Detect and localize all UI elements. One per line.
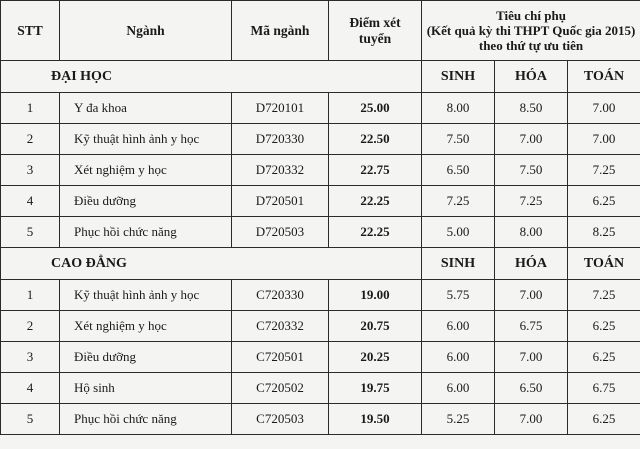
section-header-row xyxy=(1,61,640,93)
major-name-cell: Điều dưỡng xyxy=(60,186,232,217)
major-code-cell: C720502 xyxy=(232,373,329,404)
header-tieu-chi-line3: theo thứ tự ưu tiên xyxy=(478,38,584,53)
stt-cell: 5 xyxy=(1,404,60,435)
major-name-cell: Xét nghiệm y học xyxy=(60,311,232,342)
stt-cell: 1 xyxy=(1,280,60,311)
math-score-cell: 7.25 xyxy=(568,280,640,311)
chemistry-score-cell: 7.00 xyxy=(495,342,568,373)
table-row xyxy=(1,280,640,311)
major-code-cell: C720503 xyxy=(232,404,329,435)
major-code-cell: C720332 xyxy=(232,311,329,342)
section-title: ĐẠI HỌC xyxy=(1,61,422,93)
subject-header: HÓA xyxy=(495,248,568,280)
subject-header: SINH xyxy=(422,248,495,280)
major-code-cell: C720501 xyxy=(232,342,329,373)
subject-header: TOÁN xyxy=(568,248,640,280)
admission-score-cell: 22.75 xyxy=(329,155,422,186)
chemistry-score-cell: 8.50 xyxy=(495,93,568,124)
biology-score-cell: 8.00 xyxy=(422,93,495,124)
major-code-cell: C720330 xyxy=(232,280,329,311)
admission-score-cell: 22.25 xyxy=(329,186,422,217)
stt-cell: 1 xyxy=(1,93,60,124)
table-row xyxy=(1,342,640,373)
subject-header: HÓA xyxy=(495,61,568,93)
header-tieu-chi-line2: (Kết quả kỳ thi THPT Quốc gia 2015) xyxy=(426,23,636,38)
math-score-cell: 7.25 xyxy=(568,155,640,186)
chemistry-score-cell: 7.00 xyxy=(495,404,568,435)
table-row xyxy=(1,404,640,435)
chemistry-score-cell: 7.25 xyxy=(495,186,568,217)
major-name-cell: Điều dưỡng xyxy=(60,342,232,373)
stt-cell: 3 xyxy=(1,155,60,186)
biology-score-cell: 5.75 xyxy=(422,280,495,311)
header-diem-xet-tuyen xyxy=(329,1,422,61)
section-title: CAO ĐẲNG xyxy=(1,248,422,280)
table-row xyxy=(1,311,640,342)
biology-score-cell: 6.00 xyxy=(422,373,495,404)
stt-cell: 4 xyxy=(1,373,60,404)
table-body xyxy=(1,1,640,435)
stt-cell: 3 xyxy=(1,342,60,373)
chemistry-score-cell: 7.00 xyxy=(495,280,568,311)
admission-score-cell: 19.75 xyxy=(329,373,422,404)
subject-header: TOÁN xyxy=(568,61,640,93)
admission-score-cell: 19.50 xyxy=(329,404,422,435)
biology-score-cell: 7.25 xyxy=(422,186,495,217)
biology-score-cell: 6.50 xyxy=(422,155,495,186)
admission-score-cell: 20.25 xyxy=(329,342,422,373)
math-score-cell: 6.25 xyxy=(568,342,640,373)
table-row xyxy=(1,124,640,155)
major-name-cell: Y đa khoa xyxy=(60,93,232,124)
table-row xyxy=(1,373,640,404)
math-score-cell: 8.25 xyxy=(568,217,640,248)
biology-score-cell: 5.25 xyxy=(422,404,495,435)
table-row xyxy=(1,155,640,186)
header-diem-line1: Điểm xét xyxy=(349,14,401,30)
math-score-cell: 6.25 xyxy=(568,186,640,217)
biology-score-cell: 5.00 xyxy=(422,217,495,248)
math-score-cell: 6.25 xyxy=(568,311,640,342)
math-score-cell: 6.75 xyxy=(568,373,640,404)
admission-score-cell: 20.75 xyxy=(329,311,422,342)
chemistry-score-cell: 7.50 xyxy=(495,155,568,186)
header-diem-line2: tuyển xyxy=(358,30,392,46)
chemistry-score-cell: 8.00 xyxy=(495,217,568,248)
admission-score-cell: 22.50 xyxy=(329,124,422,155)
chemistry-score-cell: 6.50 xyxy=(495,373,568,404)
major-name-cell: Xét nghiệm y học xyxy=(60,155,232,186)
header-stt: STT xyxy=(1,1,60,61)
biology-score-cell: 7.50 xyxy=(422,124,495,155)
table-row xyxy=(1,217,640,248)
math-score-cell: 7.00 xyxy=(568,124,640,155)
major-name-cell: Phục hồi chức năng xyxy=(60,404,232,435)
admission-score-cell: 19.00 xyxy=(329,280,422,311)
major-name-cell: Hộ sinh xyxy=(60,373,232,404)
stt-cell: 2 xyxy=(1,311,60,342)
major-name-cell: Kỹ thuật hình ảnh y học xyxy=(60,280,232,311)
section-header-row xyxy=(1,248,640,280)
major-code-cell: D720332 xyxy=(232,155,329,186)
header-tieu-chi-line1: Tiêu chí phụ xyxy=(496,8,566,23)
major-code-cell: D720503 xyxy=(232,217,329,248)
major-name-cell: Kỹ thuật hình ảnh y học xyxy=(60,124,232,155)
major-code-cell: D720101 xyxy=(232,93,329,124)
table-row xyxy=(1,186,640,217)
chemistry-score-cell: 6.75 xyxy=(495,311,568,342)
major-code-cell: D720330 xyxy=(232,124,329,155)
header-nganh: Ngành xyxy=(60,1,232,61)
subject-header: SINH xyxy=(422,61,495,93)
biology-score-cell: 6.00 xyxy=(422,311,495,342)
header-tieu-chi-phu xyxy=(422,1,640,61)
major-code-cell: D720501 xyxy=(232,186,329,217)
stt-cell: 2 xyxy=(1,124,60,155)
stt-cell: 5 xyxy=(1,217,60,248)
header-row xyxy=(1,1,640,61)
major-name-cell: Phục hồi chức năng xyxy=(60,217,232,248)
header-ma-nganh: Mã ngành xyxy=(232,1,329,61)
chemistry-score-cell: 7.00 xyxy=(495,124,568,155)
biology-score-cell: 6.00 xyxy=(422,342,495,373)
admission-score-cell: 22.25 xyxy=(329,217,422,248)
table-row xyxy=(1,93,640,124)
math-score-cell: 6.25 xyxy=(568,404,640,435)
stt-cell: 4 xyxy=(1,186,60,217)
math-score-cell: 7.00 xyxy=(568,93,640,124)
admission-score-cell: 25.00 xyxy=(329,93,422,124)
